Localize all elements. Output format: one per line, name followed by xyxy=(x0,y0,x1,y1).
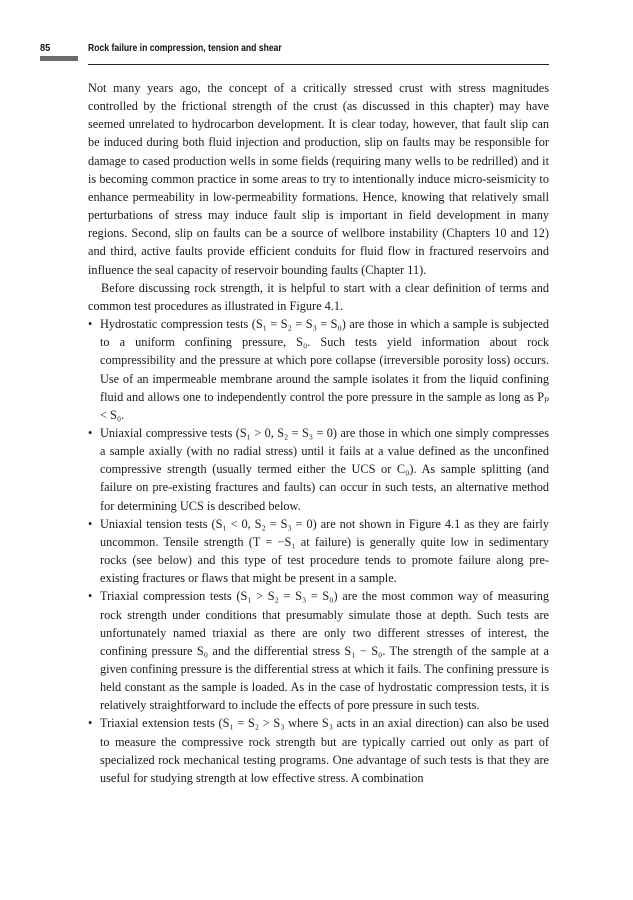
list-item: • Uniaxial tension tests (S₁ < 0, S₂ = S₃ = 0) are not shown in Figure 4.1 as they are fairly uncommon. Tensile strength (T = −S₁ at failure) is generally quite low in sedimentary rocks (see below) and this type of test procedure tends to promote failure along pre-existing fractures or flaws that might be present in a sample. xyxy=(88,515,549,588)
test-list xyxy=(88,315,549,787)
page-number: 85 xyxy=(40,42,51,54)
header-rule xyxy=(88,64,549,65)
body-text xyxy=(88,79,549,787)
header-bar xyxy=(40,56,78,61)
paragraph: Before discussing rock strength, it is helpful to start with a clear definition of terms and common test procedures as illustrated in Figure 4.1. xyxy=(88,280,549,313)
list-item: • Hydrostatic compression tests (S₁ = S₂ = S₃ = S₀) are those in which a sample is subjected to a uniform confining pressure, S₀. Such tests yield information about rock compressibility and the pressure at which pore collapse (irreversible porosity loss) occurs. Use of an impermeable membrane around the sample isolates it from the liquid confining fluid and allows one to independently control the pore pressure in the sample as long as Pₚ < S₀. xyxy=(88,315,549,424)
running-title: Rock failure in compression, tension and shear xyxy=(88,42,282,54)
list-item: • Uniaxial compressive tests (S₁ > 0, S₂ = S₃ = 0) are those in which one simply compresses a sample axially (with no radial stress) until it fails at a value defined as the unconfined compressive strength (usually termed either the UCS or C₀). As sample splitting (and failure on pre-existing fractures and faults) can occur in such tests, an alternative method for determining UCS is described below. xyxy=(88,424,549,515)
list-item: • Triaxial compression tests (S₁ > S₂ = S₃ = S₀) are the most common way of measuring rock strength under conditions that presumably simulate those at depth. Such tests are unfortunately named triaxial as there are only two different stresses of interest, the confining pressure S₀ and the differential stress S₁ − S₀. The strength of the sample at a given confining pressure is the differential stress at which it fails. The confining pressure is held constant as the sample is loaded. As in the case of hydrostatic compression tests, it is relatively straightforward to include the effects of pore pressure in such tests. xyxy=(88,587,549,714)
list-item: • Triaxial extension tests (S₁ = S₂ > S₃ where S₃ acts in an axial direction) can also be used to measure the compressive rock strength but are typically carried out only as part of specialized rock mechanical testing programs. One advantage of such tests is that they are useful for studying strength at low effective stress. A combination xyxy=(88,714,549,787)
paragraph: Not many years ago, the concept of a critically stressed crust with stress magnitudes controlled by the frictional strength of the crust (as discussed in this chapter) may have seemed unrelated to hydrocarbon development. It is clear today, however, that fault slip can be induced during both fluid injection and production, slip on faults may be responsible for damage to cased production wells in some fields (requiring many wells to be redrilled) and it is becoming common practice in some areas to try to intentionally induce micro-seismicity to enhance permeability in low-permeability formations. Hence, knowing that relatively small perturbations of stress may induce fault slip is important in field development in many regions. Second, slip on faults can be a source of wellbore instability (Chapters 10 and 12) and third, active faults provide efficient conduits for fluid flow in fractured reservoirs and influence the seal capacity of reservoir bounding faults (Chapter 11). xyxy=(88,81,549,277)
